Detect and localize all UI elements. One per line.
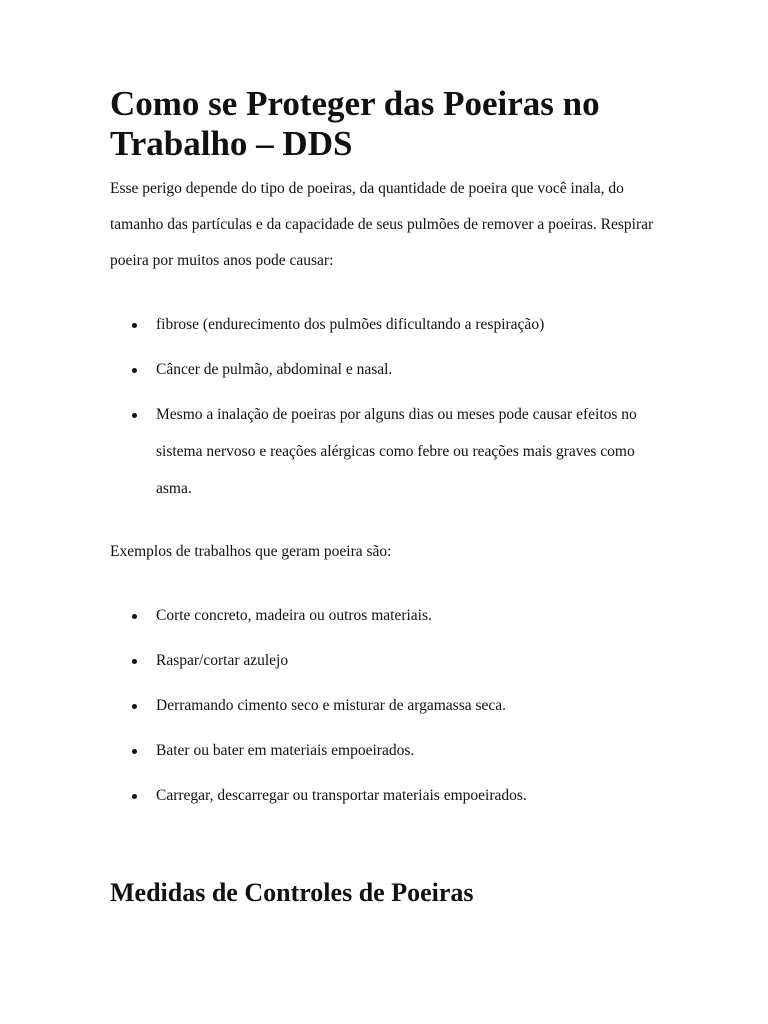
list-item: fibrose (endurecimento dos pulmões dificultando a respiração) [110, 306, 670, 343]
list-item: Raspar/cortar azulejo [110, 642, 670, 679]
list-item: Câncer de pulmão, abdominal e nasal. [110, 351, 670, 388]
list-item: Mesmo a inalação de poeiras por alguns dias ou meses pode causar efeitos no sistema nervoso e reações alérgicas como febre ou reações mais graves como asma. [110, 396, 670, 507]
section-heading: Medidas de Controles de Poeiras [110, 878, 474, 907]
examples-list [110, 597, 670, 822]
list-item: Derramando cimento seco e misturar de argamassa seca. [110, 687, 670, 724]
list-item: Carregar, descarregar ou transportar materiais empoeirados. [110, 777, 670, 814]
list-item: Bater ou bater em materiais empoeirados. [110, 732, 670, 769]
effects-list [110, 306, 670, 515]
document-title: Como se Proteger das Poeiras no Trabalho – DDS [110, 84, 600, 163]
intro-paragraph: Esse perigo depende do tipo de poeiras, da quantidade de poeira que você inala, do tamanho das partículas e da capacidade de seus pulmões de remover a poeiras. Respirar poeira por muitos anos pode causar: [110, 180, 654, 269]
list-item: Corte concreto, madeira ou outros materiais. [110, 597, 670, 634]
examples-intro-paragraph: Exemplos de trabalhos que geram poeira são: [110, 543, 392, 560]
